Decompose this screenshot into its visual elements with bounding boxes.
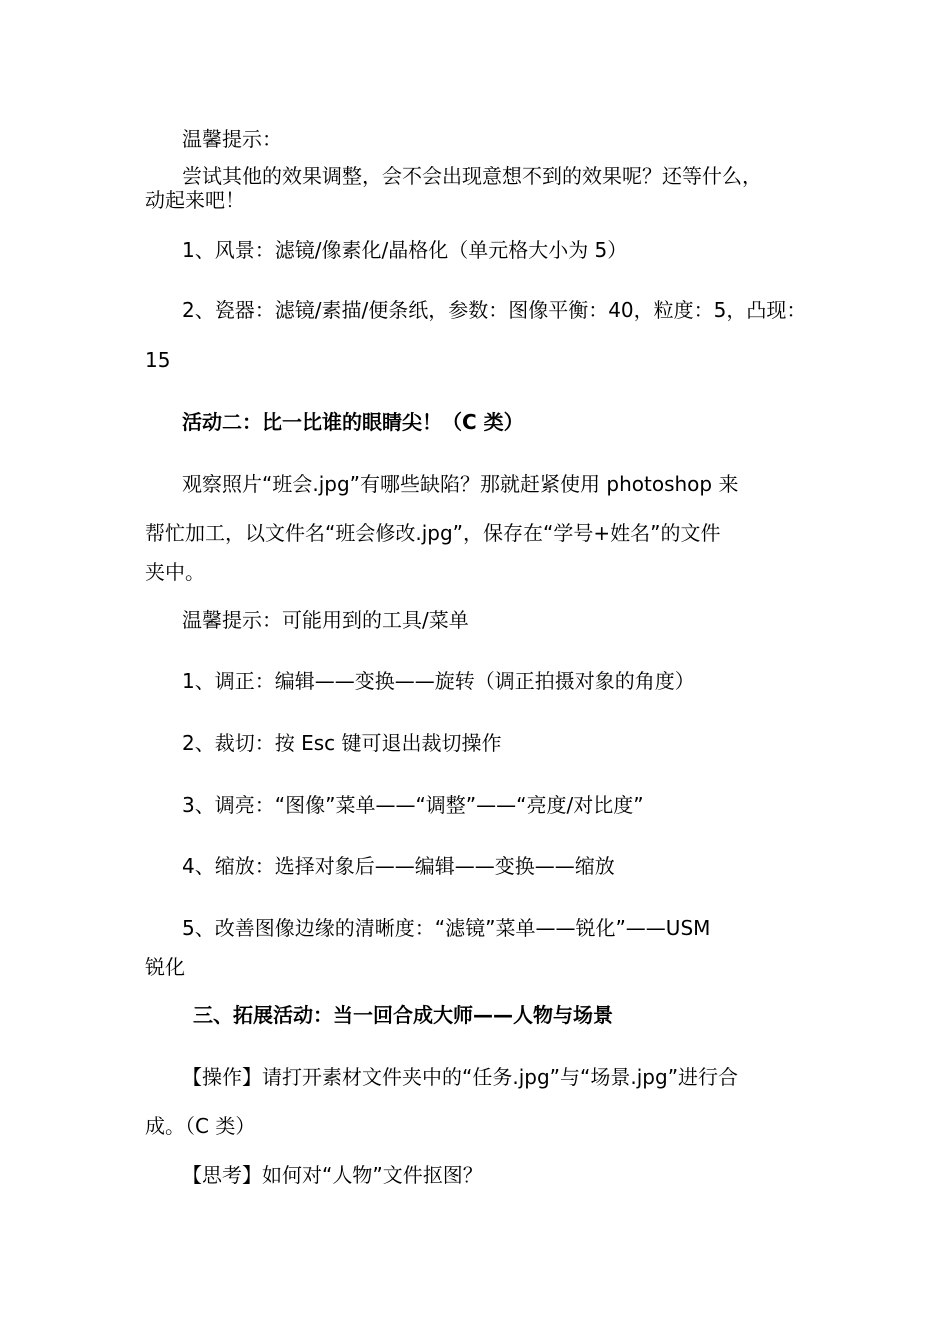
hint-item-1: 1、风景：滤镜/像素化/晶格化（单元格大小为 5） (182, 238, 628, 262)
activity-2-item-5-line-2: 锐化 (145, 955, 185, 979)
activity-2-item-5-line-1: 5、改善图像边缘的清晰度：“滤镜”菜单——锐化”——USM (182, 916, 711, 940)
activity-2-hint-title: 温馨提示：可能用到的工具/菜单 (182, 608, 469, 632)
section-3-operate-line-1: 【操作】请打开素材文件夹中的“任务.jpg”与“场景.jpg”进行合 (182, 1065, 739, 1089)
activity-2-heading: 活动二：比一比谁的眼睛尖！（C 类） (182, 410, 524, 434)
section-3-operate-line-2: 成。（C 类） (145, 1114, 256, 1138)
hint-intro-line-1: 尝试其他的效果调整，会不会出现意想不到的效果呢？还等什么， (182, 164, 762, 188)
hint-intro-line-2: 动起来吧！ (145, 188, 245, 212)
hint-item-2-line-2: 15 (145, 348, 171, 372)
hint-item-2-line-1: 2、瓷器：滤镜/素描/便条纸，参数：图像平衡：40，粒度：5，凸现： (182, 298, 807, 322)
section-3-heading: 三、拓展活动：当一回合成大师——人物与场景 (193, 1003, 613, 1027)
section-3-think: 【思考】如何对“人物”文件抠图？ (182, 1163, 483, 1187)
activity-2-item-2: 2、裁切：按 Esc 键可退出裁切操作 (182, 731, 502, 755)
hint-title: 温馨提示： (182, 127, 282, 151)
activity-2-item-3: 3、调亮：“图像”菜单——“调整”——“亮度/对比度” (182, 793, 644, 817)
activity-2-paragraph-line-1: 观察照片“班会.jpg”有哪些缺陷？那就赶紧使用 photoshop 来 (182, 472, 739, 496)
activity-2-paragraph-line-2: 帮忙加工，以文件名“班会修改.jpg”，保存在“学号+姓名”的文件 (145, 521, 721, 545)
activity-2-paragraph-line-3: 夹中。 (145, 560, 205, 584)
activity-2-item-4: 4、缩放：选择对象后——编辑——变换——缩放 (182, 854, 615, 878)
activity-2-item-1: 1、调正：编辑——变换——旋转（调正拍摄对象的角度） (182, 669, 695, 693)
